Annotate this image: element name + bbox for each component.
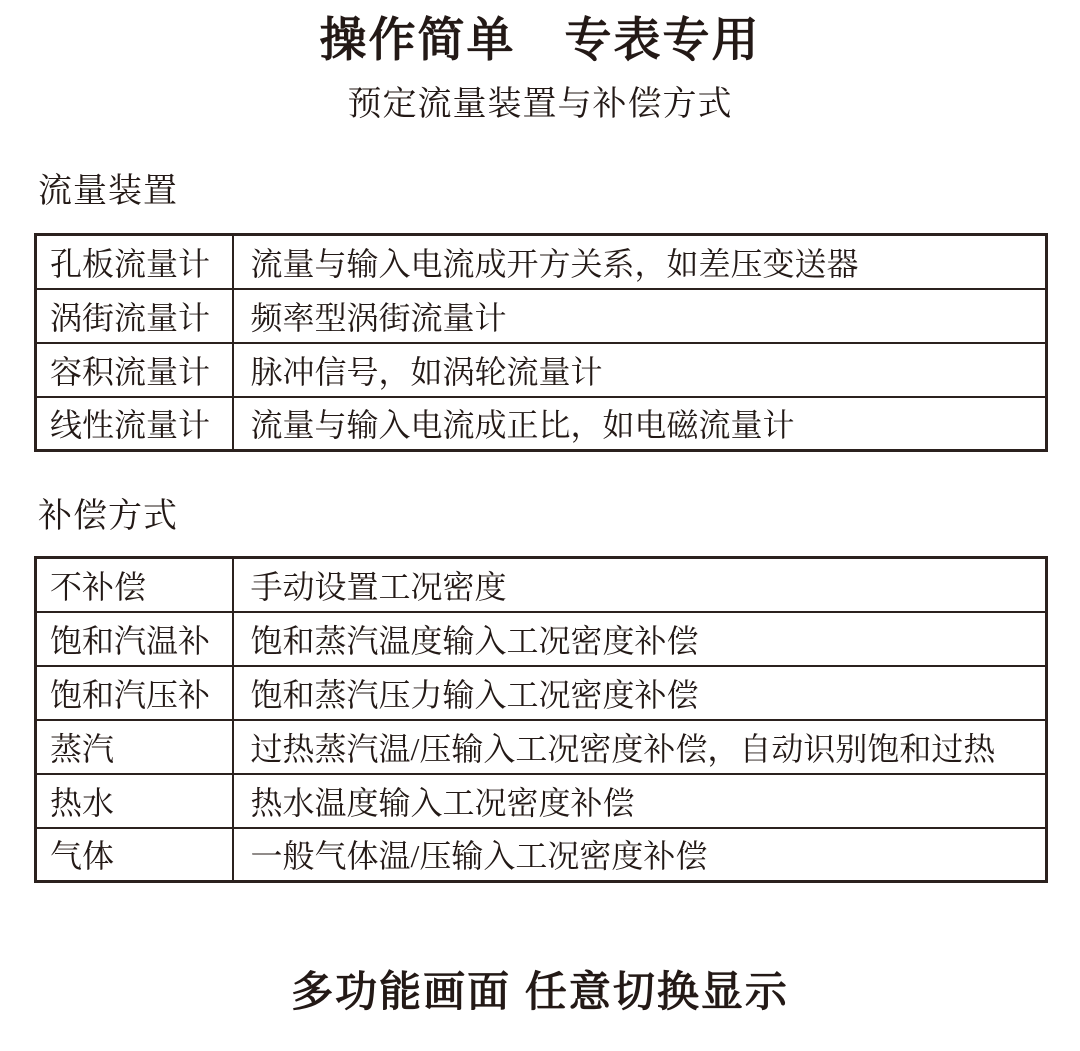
flow-device-label: 孔板流量计 xyxy=(36,235,233,289)
flow-device-description: 流量与输入电流成正比，如电磁流量计 xyxy=(233,397,1047,451)
compensation-section-heading: 补偿方式 xyxy=(38,497,178,535)
compensation-description: 一般气体温/压输入工况密度补偿 xyxy=(233,828,1047,882)
flow-device-label: 容积流量计 xyxy=(36,343,233,397)
table-row xyxy=(36,289,1047,343)
compensation-label: 不补偿 xyxy=(36,558,233,612)
table-row xyxy=(36,666,1047,720)
table-row xyxy=(36,558,1047,612)
flow-device-label: 线性流量计 xyxy=(36,397,233,451)
compensation-description: 手动设置工况密度 xyxy=(233,558,1047,612)
compensation-description: 饱和蒸汽压力输入工况密度补偿 xyxy=(233,666,1047,720)
compensation-description: 过热蒸汽温/压输入工况密度补偿，自动识别饱和过热 xyxy=(233,720,1047,774)
compensation-description: 饱和蒸汽温度输入工况密度补偿 xyxy=(233,612,1047,666)
table-row xyxy=(36,828,1047,882)
compensation-description: 热水温度输入工况密度补偿 xyxy=(233,774,1047,828)
table-row xyxy=(36,612,1047,666)
table-row xyxy=(36,343,1047,397)
flow-device-label: 涡街流量计 xyxy=(36,289,233,343)
flow-device-description: 频率型涡街流量计 xyxy=(233,289,1047,343)
compensation-label: 热水 xyxy=(36,774,233,828)
flow-device-section-heading: 流量装置 xyxy=(38,172,178,210)
table-row xyxy=(36,774,1047,828)
compensation-label: 饱和汽温补 xyxy=(36,612,233,666)
flow-device-description: 脉冲信号，如涡轮流量计 xyxy=(233,343,1047,397)
compensation-label: 饱和汽压补 xyxy=(36,666,233,720)
compensation-label: 蒸汽 xyxy=(36,720,233,774)
table-row xyxy=(36,720,1047,774)
page-subtitle: 预定流量装置与补偿方式 xyxy=(347,85,733,123)
table-row xyxy=(36,397,1047,451)
flow-device-table xyxy=(34,233,1048,452)
footer-title: 多功能画面 任意切换显示 xyxy=(291,968,789,1015)
compensation-label: 气体 xyxy=(36,828,233,882)
flow-device-description: 流量与输入电流成开方关系，如差压变送器 xyxy=(233,235,1047,289)
compensation-table xyxy=(34,556,1048,883)
table-row xyxy=(36,235,1047,289)
page-title: 操作简单 专表专用 xyxy=(319,13,761,66)
